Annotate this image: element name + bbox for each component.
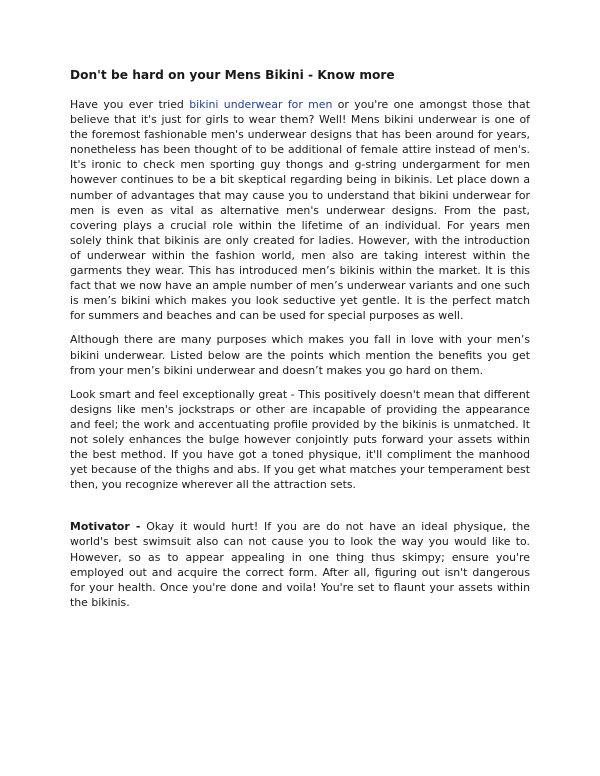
motivator-heading: Motivator - (70, 520, 141, 534)
paragraph-motivator (70, 519, 530, 610)
bikini-underwear-link[interactable]: bikini underwear for men (189, 98, 333, 111)
intro-text-after-link: or you're one amongst those that believe that it's just for girls to wear them? Well! Mens bikini underwear is one of the foremost fashionable men's underwear designs that has been around for years, nonetheless has been thought of to be additional of female attire instead of men's. It's ironic to check men sporting guy thongs and g-string undergarment for men however continues to be a bit skeptical regarding being in bikinis. Let place down a number of advantages that may cause you to understand that bikini underwear for men is even as vital as alternative men's underwear designs. From the past, covering plays a crucial role within the lifetime of an individual. For years men solely think that bikinis are only created for ladies. However, with the introduction of underwear within the fashion world, men also are taking interest within the garments they wear. This has introduced men’s bikinis within the market. It is this fact that we now have an ample number of men’s underwear variants and one such is men’s bikini which makes you look seductive yet gentle. It is the perfect match for summers and beaches and can be used for special purposes as well. (70, 98, 530, 323)
intro-text-before-link: Have you ever tried (70, 98, 190, 111)
document-title: Don't be hard on your Mens Bikini - Know more (70, 68, 395, 82)
motivator-text: Okay it would hurt! If you are do not have an ideal physique, the world's best swimsuit also can not cause you to look the way you would like to. However, so as to appear appealing in one thing thus skimpy; ensure you're employed out and acquire the correct form. After all, figuring out isn't dangerous for your health. Once you're done and voila! You're set to flaunt your assets within the bikinis. (70, 520, 530, 609)
paragraph-look-smart: Look smart and feel exceptionally great - This positively doesn't mean that different designs like men's jockstraps or other are incapable of providing the appearance and feel; the work and accentuating profile provided by the bikinis is unmatched. It not solely enhances the bulge however conjointly puts forward your assets within the best method. If you have got a toned physique, it'll compliment the manhood yet because of the thighs and abs. If you get what matches your temperament best then, you recognize wherever all the attraction sets. (70, 387, 530, 492)
paragraph-benefits-intro: Although there are many purposes which makes you fall in love with your men’s bikini underwear. Listed below are the points which mention the benefits you get from your men’s bikini underwear and doesn’t makes you go hard on them. (70, 333, 530, 377)
paragraph-intro (70, 97, 530, 323)
section-spacer (70, 501, 530, 519)
